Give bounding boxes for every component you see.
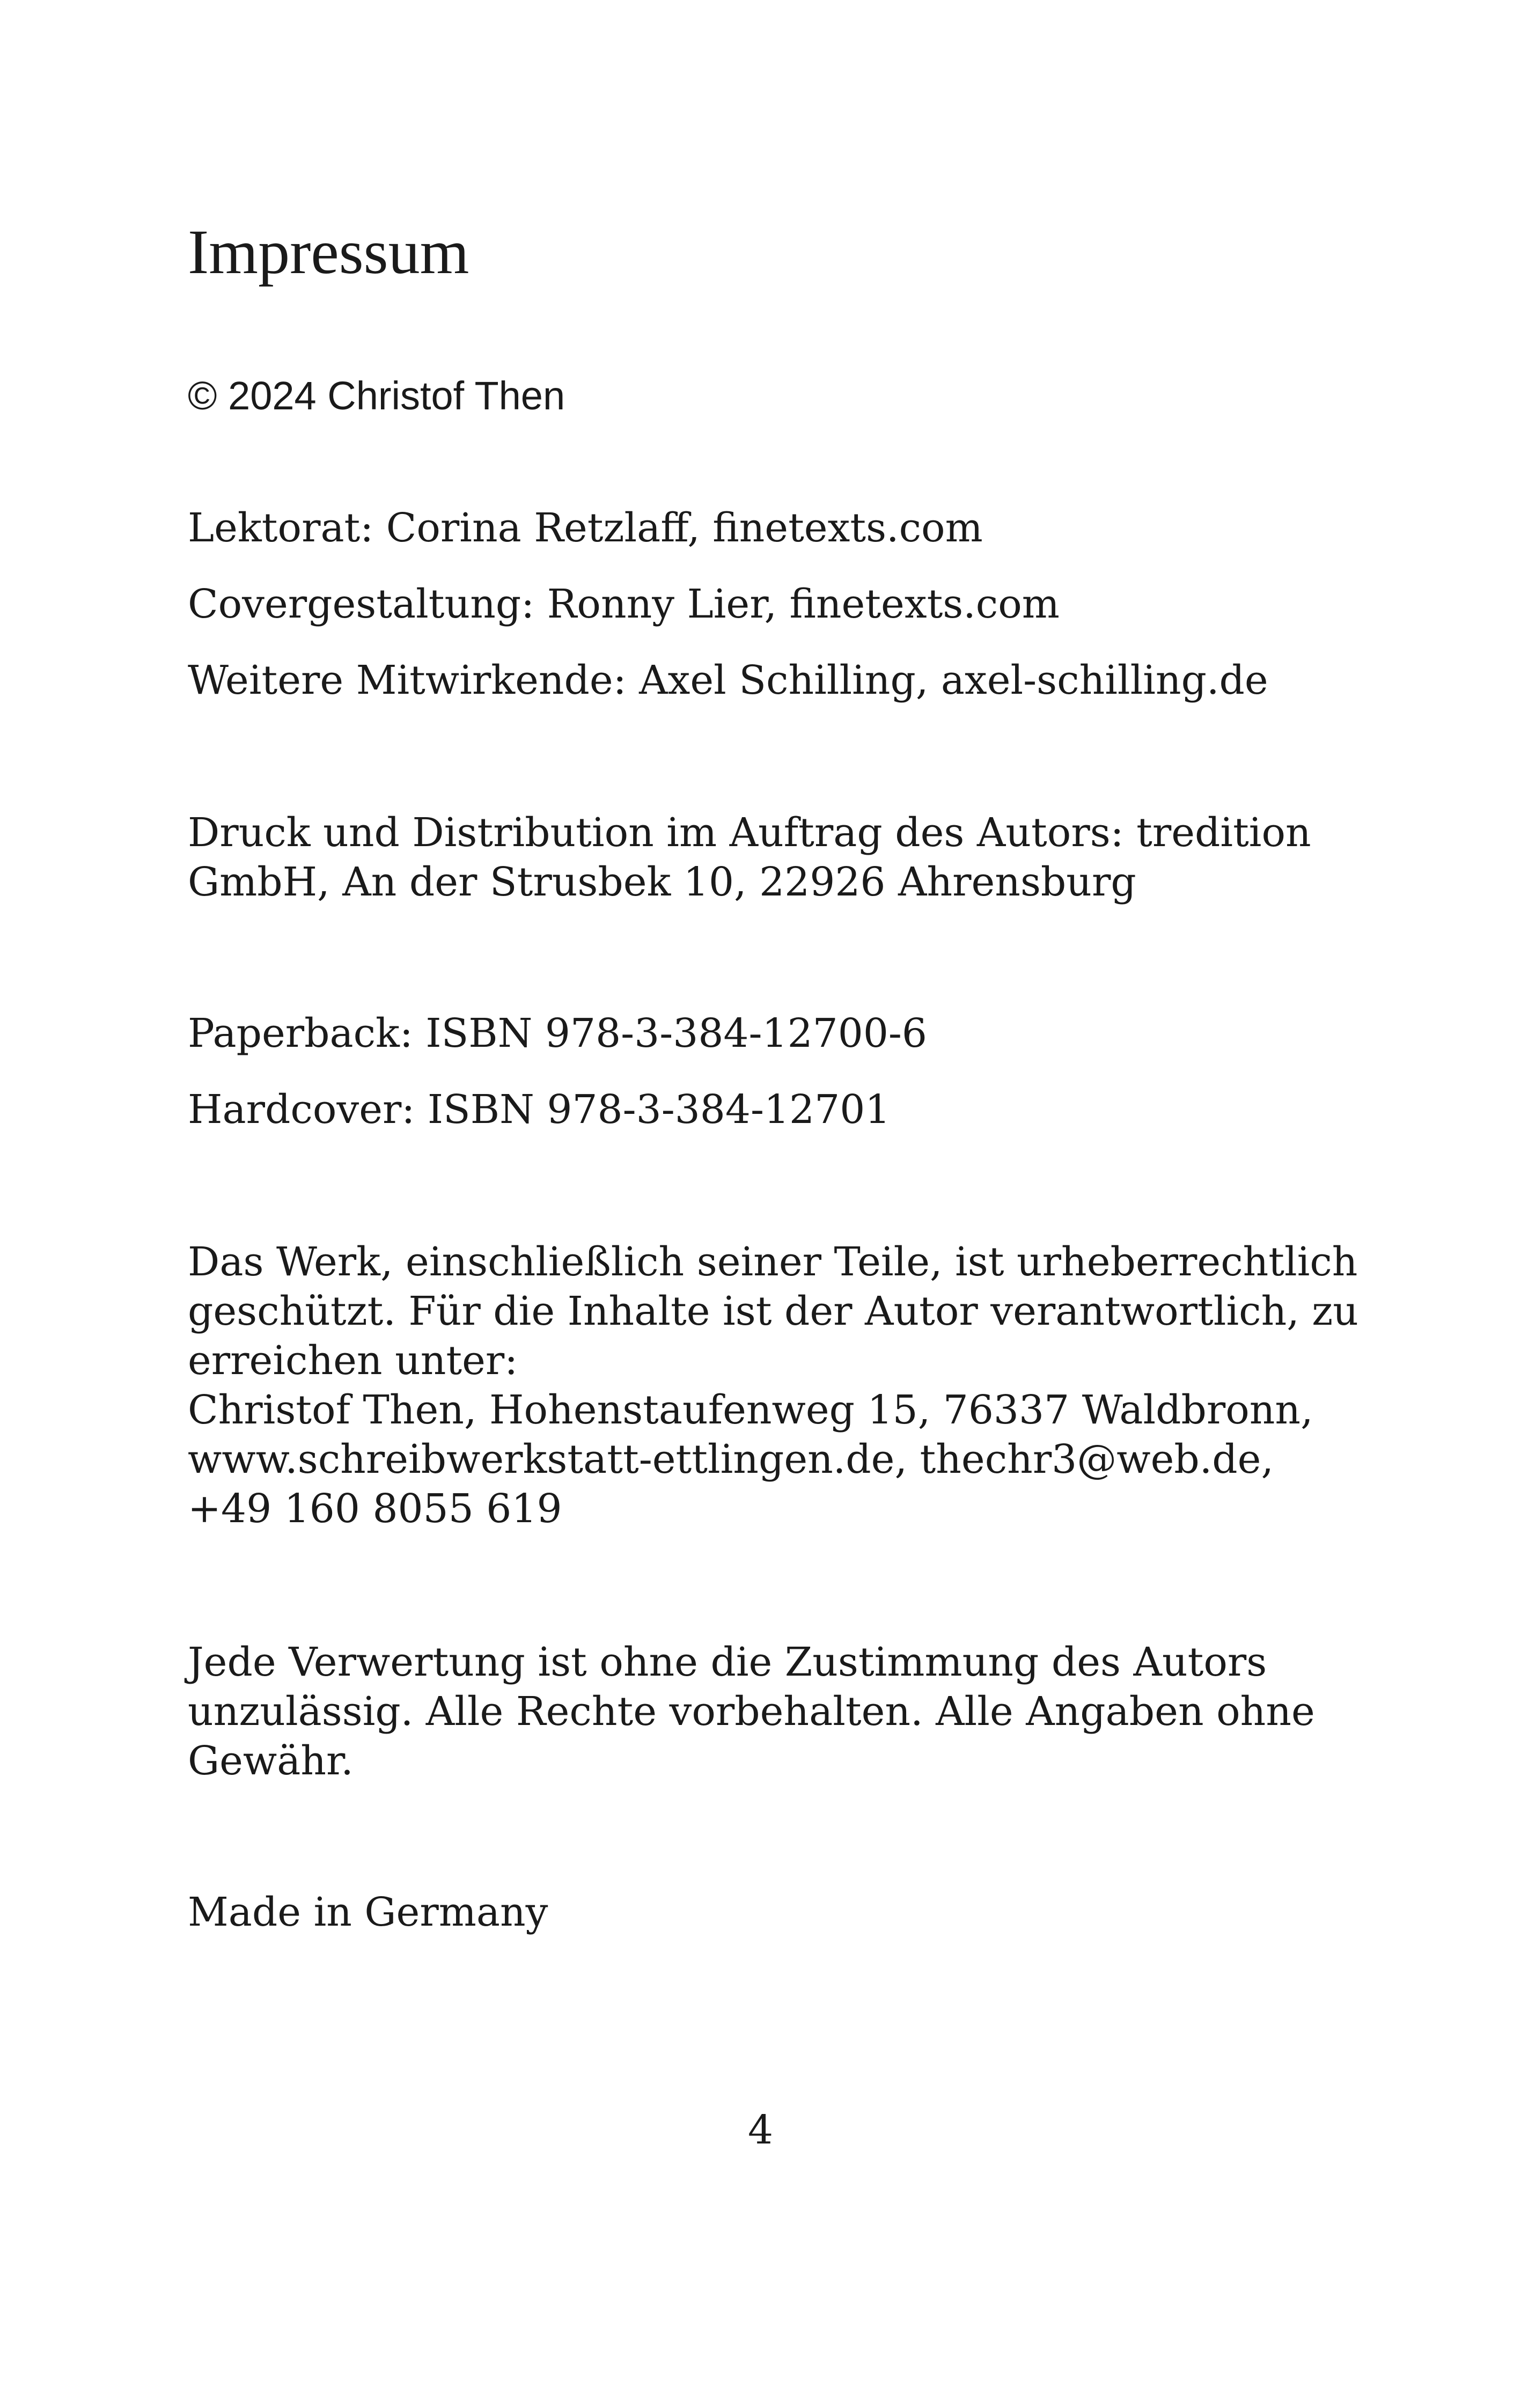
notice-line: Das Werk, einschließlich seiner Teile, ist urheberrechtlich	[188, 1239, 1358, 1285]
cover-design-line: Covergestaltung: Ronny Lier, finetexts.com	[188, 581, 1060, 627]
printing-paragraph	[188, 808, 1311, 907]
copyright-notice-paragraph	[188, 1237, 1358, 1533]
notice-line: geschützt. Für die Inhalte ist der Autor verantwortlich, zu	[188, 1288, 1358, 1334]
isbn-hardcover: Hardcover: ISBN 978-3-384-12701	[188, 1086, 891, 1133]
contributors-line: Weitere Mitwirkende: Axel Schilling, axel-schilling.de	[188, 657, 1268, 703]
author-contact-line: www.schreibwerkstatt-ettlingen.de, thechr3@web.de,	[188, 1436, 1274, 1482]
rights-line: unzulässig. Alle Rechte vorbehalten. Alle Angaben ohne	[188, 1688, 1315, 1735]
rights-line: Jede Verwertung ist ohne die Zustimmung des Autors	[188, 1639, 1267, 1685]
isbn-paperback: Paperback: ISBN 978-3-384-12700-6	[188, 1010, 927, 1056]
copyright-line: © 2024 Christof Then	[188, 373, 565, 418]
rights-paragraph	[188, 1638, 1315, 1786]
notice-line: erreichen unter:	[188, 1338, 518, 1384]
made-in-line: Made in Germany	[188, 1889, 548, 1935]
printing-line: Druck und Distribution im Auftrag des Autors: tredition	[188, 810, 1311, 856]
printing-line: GmbH, An der Strusbek 10, 22926 Ahrensburg	[188, 859, 1136, 905]
author-phone-line: +49 160 8055 619	[188, 1486, 562, 1532]
page-title: Impressum	[188, 217, 469, 287]
lektorat-line: Lektorat: Corina Retzlaff, finetexts.com	[188, 505, 983, 551]
author-address-line: Christof Then, Hohenstaufenweg 15, 76337 Waldbronn,	[188, 1387, 1313, 1433]
page-number: 4	[747, 2107, 774, 2153]
rights-line: Gewähr.	[188, 1738, 354, 1784]
